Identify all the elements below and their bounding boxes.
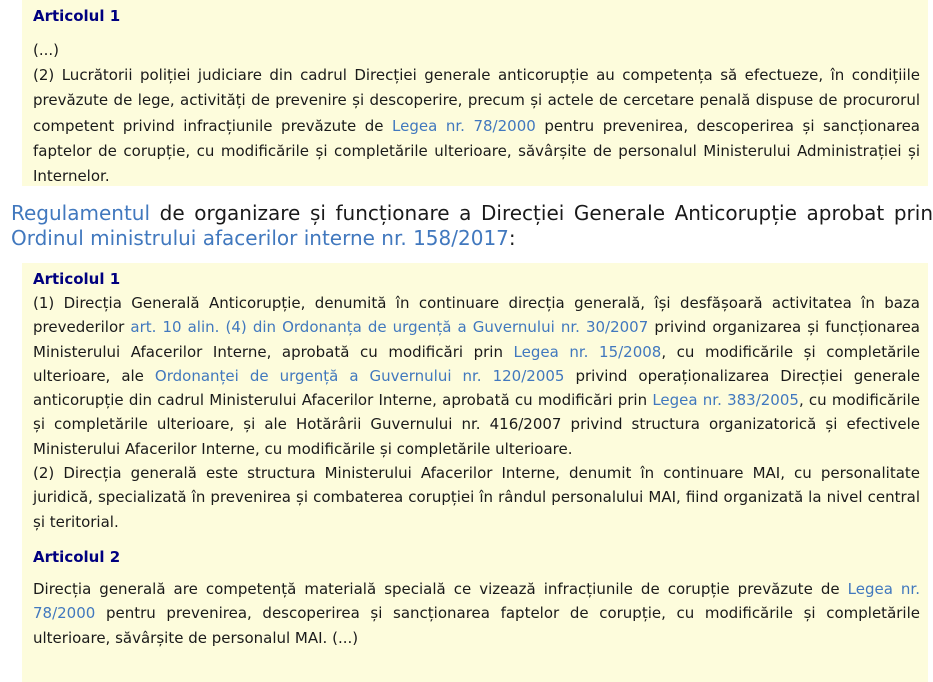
article-heading: Articolul 1 (33, 7, 121, 25)
article-paragraph (33, 63, 920, 189)
order-link[interactable]: Ordinul ministrului afacerilor interne nr. 158/2017 (11, 226, 509, 250)
paragraph-text: Direcția generală are competență materială specială ce vizează infracțiunile de corupție prevăzute de (33, 579, 848, 598)
excerpt-box-2 (22, 263, 928, 682)
law-link[interactable]: Legea nr. 78/2000 (392, 116, 536, 135)
regulation-link[interactable]: Regulamentul (11, 201, 151, 225)
heading-text: de organizare și funcționare a Direcției Generale Anticorupție aprobat prin (150, 201, 933, 225)
article-paragraph (33, 577, 920, 650)
heading-text: : (508, 226, 516, 250)
paragraph-text: privind operaționalizarea Direcției generale anticorupție din cadrul Ministerului Afacerilor Interne, aprobată cu modificări prin (33, 366, 920, 410)
excerpt-box-1 (22, 0, 928, 186)
law-link[interactable]: Legea nr. 383/2005 (652, 391, 799, 410)
article-heading: Articolul 1 (33, 270, 121, 288)
law-link[interactable]: Legea nr. 78/2000 (33, 579, 920, 623)
paragraph-text: , cu modificările și completările ulterioare, și ale Hotărârii Guvernului nr. 416/2007 privind structura organizatorică și efectivele Ministerului Afacerilor Interne, cu modificările și completările ulterioare. (33, 391, 920, 458)
paragraph-text: (1) Direcția Generală Anticorupție, denumită în continuare direcția generală, își desfășoară activitatea în baza prevederilor (33, 294, 920, 337)
ordinance-link[interactable]: art. 10 alin. (4) din Ordonanța de urgență a Guvernului nr. 30/2007 (130, 318, 649, 337)
section-heading (11, 201, 933, 251)
paragraph-text: , cu modificările și completările ulterioare, ale (33, 342, 920, 385)
paragraph-text: privind organizarea și funcționarea Ministerului Afacerilor Interne, aprobată cu modificări prin (33, 318, 921, 361)
paragraph-text: pentru prevenirea, descoperirea și sancționarea faptelor de corupție, cu modificările și completările ulterioare, săvârșite de personalul Ministerului Administrației și Internelor. (33, 116, 920, 186)
article-paragraph: (2) Direcția generală este structura Ministerului Afacerilor Interne, denumit în continuare MAI, cu personalitate juridică, specializată în prevenirea și combaterea corupției în rândul personalului MAI, fiind organizată la nivel central și teritorial. (33, 464, 920, 531)
article-heading: Articolul 2 (33, 547, 121, 566)
article-paragraph (33, 291, 920, 461)
ellipsis-text: (...) (33, 41, 60, 59)
paragraph-text: (2) Lucrătorii poliției judiciare din cadrul Direcției generale anticorupție au competența să efectueze, în condițiile prevăzute de lege, activități de prevenire și descoperire, precum și actele de cercetare penală dispuse de procurorul competent privind infracțiunile prevăzute de (33, 66, 920, 135)
law-link[interactable]: Legea nr. 15/2008 (513, 342, 662, 361)
ordinance-link[interactable]: Ordonanței de urgență a Guvernului nr. 120/2005 (154, 366, 565, 385)
paragraph-text: pentru prevenirea, descoperirea și sancționarea faptelor de corupție, cu modificările și completările ulterioare, săvârșite de personalul MAI. (...) (33, 604, 920, 647)
